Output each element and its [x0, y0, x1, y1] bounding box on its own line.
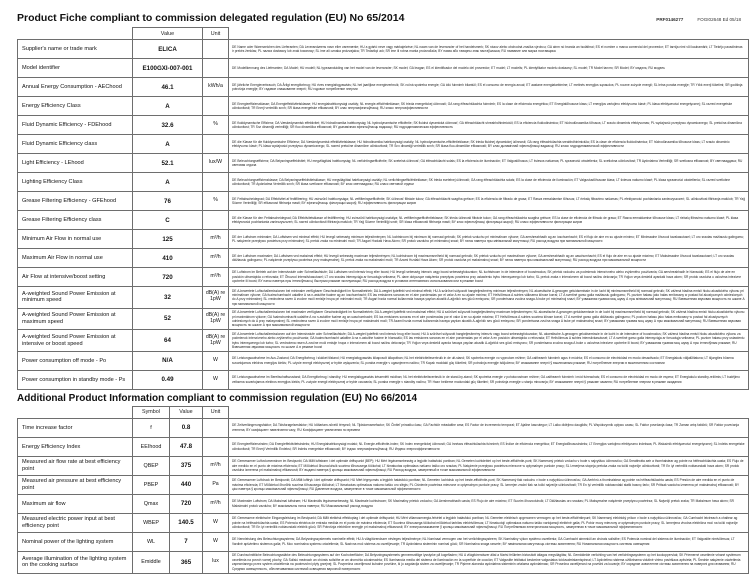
spec-label: Model identifier — [18, 59, 133, 78]
spec-unit: lux — [203, 551, 229, 573]
header-spacer — [229, 28, 749, 40]
spec-desc: DE Fettabscheidegrad; DA Effektivitet af fedtfiltrering; HU zsírszűrő hatékonysága; NL vetfilteringsefficiëntie; SK účinnosť filtrácie tukov; GA éifeachtúlacht scagtha gréisce; ES la eficiencia de filtrado de grasa; ET Rasva eemaldamise tõhusus; LT riebalų filtravimo našumas; PL efektywność pochłaniania zanieczyszczeń; SL učinkovitost filtriranja maščob; TR Yağ Süzme Verimliliği; SR efikasnost filtriranja masti; BY эфектыўнасць фільтрацыі жыроў; RU эффективность фильтрации жиров — [229, 192, 749, 211]
spec-value: 64 — [133, 330, 203, 352]
header-spacer — [18, 28, 133, 40]
spec-label: Measured air flow rate at best efficiency point — [18, 456, 133, 475]
spec-unit — [203, 59, 229, 78]
table-row — [18, 330, 749, 352]
spec-symbol: WL — [133, 532, 170, 551]
spec-unit: lux/W — [203, 154, 229, 173]
spec-value: 720 — [170, 494, 203, 513]
spec-unit: dB(A) re 1pW — [203, 330, 229, 352]
section2-title: Additional Product Information compliant to commission regulation (EU) No 66/2014 — [17, 392, 418, 404]
spec-desc: DE Luftstrom im Betrieb auf der Intensivstufe oder Schnelllaufstufe; DA Luftstrøm ved intensiv brug eller boost; HU levegő sebesség intenzív vagy boost sebességfokozaton; NL luchtstroom in de intensieve of boostmodus; SK prietok vzduchu za podmienok intenzívneho alebo zvýšeného používania; GA aershreabhadh le hIanscálú; ES el flujo de aire en posición ultrarrápida o reforzada; ET Õhuvool intensiivkasutusel; LT oro srautas intensyviąja ar forsuotąja veiksena; PL dane dotyczące natężenia przepływu powietrza przy ustawieniu trybu intensywnego lub turbo; SL pretok zraka v intenzivnem ali boost načinu delovanja; TR Yoğun veya destekli ayardaki hava akımı; SR protok vazduha u uslovima intezivne upotrebe ili boost; BY паток паветра пры інтэнсіўным ці быстрым рэжыме эксплуатацыі; RU расход воздуха в условиях интенсивного использования или в режиме boost — [229, 268, 749, 287]
spec-value: E100GXI-007-001 — [133, 59, 203, 78]
spec-desc: DE die Klasse für den Fettabscheidegrad; DA Effektivitetsklasse af fedtfiltrering; HU zsírszűrő hatékonysági osztálya; NL vetfilteringsefficiëntieklasse; SK trieda účinnosti filtrácie tukov; GA rang éifeachtúlachta scagtha gréisce; ES la clase de eficiencia de filtrado de grasa; ET Rasva eemaldamise tõhususe klass; LT riebalų filtravimo našumo klasė; PL klasa efektywności pochłaniania zanieczyszczeń; SL razred učinkovitosti filtriranja maščob; TR Yağ Süzme Verimliliği sınıfı; SR klasa efikasnosti filtriranja masti; BY клас эфектыўнасці фільтрацыі жыроў; RU класс эффективности фильтрации жиров — [229, 211, 749, 230]
spec-desc: DE Beleuchtungseffizienz; DA Belysningseffektivitet; HU megvilágítási hatékonyság; NL verlichtingsefficiëntie; SK svetelná účinnosť; GA éifeachtúlacht solais; ES la eficiencia de iluminación; ET Valgustõhusus; LT šviesos našumas; PL sprawność oświetlenia; SL svetlobna učinkovitost; TR Aydınlatma Verimliliği; SR svetlosna efikasnost; BY светлааддача; RU световая отдача — [229, 154, 749, 173]
additional-info-table — [17, 406, 749, 574]
page-title: Product Fiche compliant to commission delegated regulation (EU) No 65/2014 — [17, 12, 405, 24]
doc-ref-code: FOGI02648 Ed 05/18 — [697, 17, 741, 22]
spec-value: N/A — [133, 351, 203, 370]
spec-unit — [203, 211, 229, 230]
spec-value: 32.6 — [133, 116, 203, 135]
spec-value: 76 — [133, 192, 203, 211]
spec-desc: DE Energieeffizienzindex; DA Energieffektivitetsindeks; HU Energiahatékonysági mutató; NL Energie-efficiëntie-index; SK Index energetickej účinnosti; GA Innéacs éifeachtúlachta fuinnimh; ES Índice de eficiencia energética; ET Energiatõhususindeks; LT Energijos vartojimo efektyvumo indeksas; PL Wskaźnik efektywności energetycznej; SL Indeks energetske učinkovitosti; TR Enerji Verimlilik Endeksi; SR Indeks energetske efikasnosti; BY індэкс энергаэфектыўнасці; RU Индекс энергоэффективности — [229, 437, 749, 456]
table-row — [18, 437, 749, 456]
spec-desc: DE der Luftstrom maximaler; DA Luftstrøm ved maksimal effekt; HU levegő sebesség maximum teljesítményen; NL luchtstroom bij maximumsnelheid bij normaal gebruik; SK prietok vzduchu pri maximálnom výkone; GA aershreabhadh ag an uaschumhacht; ES el flujo de aire en su ajuste máximo; ET Maksimaalne õhuvool tavakasutusel; LT oro srautas didžiausiu galingumu; PL natężenie przepływu powietrza przy maksymalnej; SL pretok zraka na maksimalni moči; TR Azami Hızdaki Hava Akımı; SR protok vazduha pri maksimalnoj snazi; BY паток паветра пры максімальнай магутнасці; RU расход воздуха при максимальной мощности — [229, 249, 749, 268]
spec-value: 410 — [133, 249, 203, 268]
table-row — [18, 230, 749, 249]
spec-unit — [203, 97, 229, 116]
column-header-unit: Unit — [203, 406, 229, 418]
spec-value: 720 — [133, 268, 203, 287]
spec-value: ELICA — [133, 40, 203, 59]
spec-desc: DE Beleuchtungseffizienzklasse; DA Belysningseffektivitetsklasse; HU megvilágítási hatékonysági osztály; NL verlichtingsefficiëntieklasse; SK trieda svetelnej účinnosti; GA rang éifeachtúlachta solais; ES la clase de eficiencia de iluminación; ET Valgustustõhususe klass; LT šviesos našumo klasė; PL klasa sprawności oświetlenia; SL razred svetlobne učinkovitosti; TR Aydınlatma Verimlilik sınıfı; SR klasa svetlosne efikasnosti; BY клас светлаадачы; RU класс световой отдачи — [229, 173, 749, 192]
spec-desc: DE Gemessene elektrische Eingangsleistung im Bestpunkt; DA Målt elektrisk effektoptag i det optimale driftspunkt; HU Mért villamosenergia-felvétel a legjobb hatásfokú pontban; NL Gemeten elektrisch opgenomen vermogen op het beste-efficiëntiepunt; SK Nameraný elektrický príkon v bode s najvyššou účinnosťou; GA Cumhacht leictreach a chaitear ag pointe na héifeachtúlachta uasta; ES Potencia eléctrica de entrada medida en el punto de máxima eficiencia; ET Suurima tõhususega töökohal mõõdetud tarbitav elektrivõimsus; LT Išmatuotoji optimalaus našumo taško vartojamoji elektrinė galia; PL Pobór mocy mierzony w optymalnym punkcie pracy; SL Izmerjena vhodna električna moč na točki največje učinkovitosti; TR En iyi verimlilik noktasındaki elektrik gücü; SR Potrošnja električne energije pri maksimalnoj efikasnosti; BY электраспажыванне ў кропцы максімальнай эфектыўнасці; RU Потребляемая электрическая мощность, замеренная в точке максимальной эффективности — [229, 513, 749, 532]
spec-desc: DE Maximaler Luftstrom; DA Maksimal luftstrøm; HU Maximális légáramsebesség; NL Maximale luchtstroom; SK Maximálny prietok vzduchu; GA Aershreabhadh uasta; ES Flujo de aire máximo; ET Suurim õhuvooluhulk; LT Didžiausias oro srautas; PL Maksymalne natężenie przepływu powietrza; SL Največji pretok zraka; TR Maksimum hava akımı; SR Maksimalni protok vazduha; BY максімальны паток паветра; RU Максимальный расход воздуха — [229, 494, 749, 513]
spec-symbol: f — [133, 418, 170, 437]
spec-value: 140.5 — [170, 513, 203, 532]
spec-unit: W — [203, 532, 229, 551]
spec-desc: DE Gemessener Luftdruck im Bestpunkt; DA Målt lufttryk i det optimale driftspunkt; HU Mért légnyomás a legjobb hatásfokú pontban; NL Gemeten luchtdruk op het beste-efficiëntie-punt; SK Nameraný tlak vzduchu v bode s najvyššou účinnosťou; GA Aerbhrú a thomhaistear ag pointe na héifeachtúlachta uasta; ES Presión de aire medida en el punto de máxima eficiencia; ET Mõõdetud õhurõhk suurima tõhususega töökohal; LT Išmatuotas optimalaus našumo taško oro slėgis; PL Ciśnienie powietrza mierzone w optymalnym punkcie pracy; SL Izmerjen zračni tlak na točki največje učinkovitosti; TR En iyi verimlilik noktasındaki statik basınç farkı; SR Pritisak vazduha izmerena pri maksimalnoj efikasnosti; BY ціск паветра ў кропцы максімальнай эфектыўнасці; RU Давление воздуха, замеренное в точке максимальной эффективности — [229, 475, 749, 494]
spec-desc: DE Nennleistung des Beleuchtungssystems; DA Belysningssystemets nominelle effekt; HU A világítórendszer névleges teljesítménye; NL Nominaal vermogen van het verlichtingssysteem; SK Nominálny výkon systému osvetlenia; GA Cumhacht ainmniúil an chórais soilsithe; ES Potencia nominal del sistema de iluminación; ET Valgustite nimivõimsus; LT Vardinė apšvietimo sistemos galia; PL Moc nominalna systemu oświetlenia; SL Nazivna moč sistema za osvetljevanje; TR Aydınlatma sisteminin nominal gücü; SR Nominalna snaga rasvete; BY намінальная магутнасць сістэмы асвятлення; RU Номинальная мощность системы освещения — [229, 532, 749, 551]
spec-label: Measured air pressure at best efficiency point — [18, 475, 133, 494]
spec-symbol: PBEP — [133, 475, 170, 494]
table-row — [18, 456, 749, 475]
spec-value: 32 — [133, 287, 203, 309]
table-row — [18, 287, 749, 309]
spec-symbol: Emiddle — [133, 551, 170, 573]
table-row — [18, 268, 749, 287]
spec-unit: W — [203, 351, 229, 370]
table-row — [18, 173, 749, 192]
spec-value: A — [133, 135, 203, 154]
document-header — [17, 12, 745, 24]
table-row — [18, 494, 749, 513]
spec-unit: m³/h — [203, 268, 229, 287]
spec-desc: DE A-bewertete Luftschallemissionen bei maximaler verfügbarer Geschwindigkeit im Normalbetrieb; DA A-vægtet lydeffekt ved maksimal effekt; HU A szűrővel súlyozott hangteljesítmény maximum teljesítményen; NL akoestische A-gewogen geluidsemissie in de lucht bij maximumsnelheid bij normaal gebruik; SK vážená hladina emisií hluku akustického výkonu pri maximálnom výkone; GA fuaimchumhacht ualaithe A na n-astuithe fuaime ag an uaschumhacht; ES las emisiones sonoras en el aire ponderadas por el valor A en su ajuste máximo; ET Helivõimsus A suhtes suurima kiiruse korral; LT A svertinė garso galia didžiausiu galingumu; PL poziom hałasu jako hałas emitowany w postaci fal akustycznych odniesionych do A przy maksymalnej; SL vrednotena raven A zvočne moči emisije hrupa pri maksimalni moči; TR Azami hızda normal kullanımda havaya yayılan akustik A-ağırlıklı ses gücü emisyonu; SR ponderisana zvučna snaga A buke pri maksimalnoj snazi; BY узважаная гукавая моц шуму А пры максімальнай магутнасці; RU Взвешенная звуковая мощность по шкале А при максимальной мощности — [229, 308, 749, 330]
spec-unit: kWh/a — [203, 78, 229, 97]
spec-label: Maximum air flow — [18, 494, 133, 513]
table-header-row — [18, 28, 749, 40]
spec-unit: dB(A) re 1pW — [203, 308, 229, 330]
spec-desc: DE Name oder Warenzeichen des Lieferanten; DA Leverandørens navn eller varemærke; HU a gyártó neve vagy márkajelzése; NL naam van de leverancier of het handelsmerk; SK názov alebo obchodná značka výrobcu; GA ainm nó branda an tsoláthraí; ES el nombre o marca comercial del proveedor; ET tarnija nimi või kaubamärk; LT Tiekėjo pavadinimas ir prekės ženklas; PL nazwa dostawcy lub znak towarowy; SL ime ali oznaka proizvajalca; TR Tedarikçi adı; SR ime ili robna marka proizvođača; BY назва або таварны знак пастаўшчыка; RU название или марка поставщика — [229, 40, 749, 59]
spec-value: 7 — [170, 532, 203, 551]
spec-label: Grease Filtering Efficiency - GFEhood — [18, 192, 133, 211]
column-header-value: Value — [133, 28, 203, 40]
spec-value: 0.49 — [133, 370, 203, 389]
spec-desc: DE jährliche Energieverbrauch; DA Årligt energiforbrug; HU éves energiafogyasztás; NL het jaarlijkse energieverbruik; SK ročná spotreba energie; GA ídiú fuinnimh bliantúil; ES el consumo de energía anual; ET aastane energiatarbimine; LT metinės energijos sąnaudos; PL roczne zużycie energii; SL letna poraba energije; TR Yıllık enerji tüketimi; SR godišnja potrošnja energije; BY гадавое спажыванне энергіі; RU годовое потребление энергии — [229, 78, 749, 97]
spec-label: Average illumination of the lighting system on the cooking surface — [18, 551, 133, 573]
spec-unit: % — [203, 116, 229, 135]
spec-value: 46.1 — [133, 78, 203, 97]
table-row — [18, 211, 749, 230]
table-row — [18, 154, 749, 173]
spec-desc: DE fluiddynamische Effizienz; DA Væskedynamisk effektivitet; HU hidrodinamika hatékonyság; NL hydrodynamische efficiëntie; SK fluidná dynamická účinnosť; GA éifeachtúlacht shreabhdhinimiciúil; ES la eficiencia fluidodinámica; ET hüdrodünaamika tõhusus; LT srauto dinaminis efektyvumas; PL wydajność przepływu dynamicznego; SL pretočna dinamična učinkovitost; TR Sıvı dinamiği verimliliği; SR fluo dinamička efikasnost; BY дынамічная эфектыўнасць вадкасці; RU гидродинамическая эффективность — [229, 116, 749, 135]
spec-label: A-weighted Sound Power Emission at minimum speed — [18, 287, 133, 309]
table-row — [18, 78, 749, 97]
spec-value: 52.1 — [133, 154, 203, 173]
spec-label: Light Efficiency - LEhood — [18, 154, 133, 173]
spec-label: A-weighted Sound Power Emission at maximum speed — [18, 308, 133, 330]
table-row — [18, 370, 749, 389]
spec-value: C — [133, 211, 203, 230]
spec-desc: DE A-bewertete Luftschallemissionen bei minimaler verfügbarer Geschwindigkeit im Normalbetrieb; DA A-vægtet lydeffekt ved minimal effekt; HU A szűrővel súlyozott hangteljesítmény minimum teljesítményen; NL akoestische A-gewogen geluidsemissie in de lucht bij minimumsnelheid bij normaal gebruik; SK vážená hladina emisií hluku akustického výkonu pri minimálnom výkone; GA fuaimchumhacht ualaithe A na n-astuithe fuaime ag an íoschumhacht; ES las emisiones sonoras en el aire ponderadas por el valor A en su ajuste mínimo; ET Helivõimsus A suhtes väiksema kiiruse korral; LT A svertinė garso galia mažiausiu galingumu; PL poziom hałasu jako hałas emitowany w postaci fal akustycznych odniesionych do A przy minimalnej; SL vrednotena raven A zvočne moči emisije hrupa pri minimalni moči; TR Asgari hızda normal kullanımda havaya yayılan akustik A-ağırlıklı ses gücü emisyonu; SR ponderisana zvučna snaga A buke pri minimalnoj snazi; BY узважаная гукавая моц шуму А пры мінімальнай магутнасці; RU Взвешенная звуковая мощность по шкале А при минимальной мощности — [229, 287, 749, 309]
spec-unit — [203, 173, 229, 192]
spec-desc: DE Leistungsaufnahme im Aus-Zustand; DA Energiforbrug i slukket tilstand; HU energiafogyasztás kikapcsolt állapotban; NL het elektriciteitsverbruik in de uit-stand; SK spotreba energie vo vypnutom režime; GA caitheamh fuinnimh agus é múchta; ES el consumo de electricidad en modo desactivado; ET Energiakulu väljalülitatuna; LT išjungties būsena suvartojamos elektros energijos kiekis; PL użycie energii elektrycznej w trybie wyłączenia; SL poraba energije v ugasnjenem načinu; TR Kapalı moddaki güç tüketimi; SR potrošnja energije isključena; BY спажыванне энергіі ў выключаным рэжыме; RU потребление энергии в выключенном состоянии — [229, 351, 749, 370]
spec-symbol: QBEP — [133, 456, 170, 475]
table-row — [18, 532, 749, 551]
spec-desc: DE Zeitverlängerungsfaktor; DA Tidsforøgelsesfaktor; HU Időtartam-növelő tényező; NL Tijdstoenamefactor; SK Činiteľ prírastku času; GA Fachtóir méadaithe ama; ES Factor de incremento temporal; ET Ajaline kasvutegur; LT Laiko didėjimo daugiklis; PL Współczynnik upływu czasu; SL Faktor povečanja časa; TR Zaman artış faktörü; SR Faktor povećanja vremena; BY каэфіцыент павелічэння часу; RU Коэффициент увеличения по времени — [229, 418, 749, 437]
table-row — [18, 351, 749, 370]
spec-symbol: EEIhood — [133, 437, 170, 456]
table-row — [18, 418, 749, 437]
spec-label: Energy Efficiency Class — [18, 97, 133, 116]
spec-value: 375 — [170, 456, 203, 475]
product-fiche-table — [17, 27, 749, 390]
spec-symbol: WBEP — [133, 513, 170, 532]
table-row — [18, 192, 749, 211]
column-header-symbol: Symbol — [133, 406, 170, 418]
spec-desc: DE die Klasse für die fluiddynamische Effizienz; DA Væskedynamisk effektivitetsklasse; HU hidrodinamika hatékonysági osztály; NL hydrodynamische-efficiëntieklasse; SK trieda fluidnej dynamickej účinnosti; GA rang éifeachtúlachta sreabhdhinimiciúla; ES la clase de eficiencia fluidodinámica; ET hüdrodünaamika tõhususe klass; LT srauto dinaminio efektyvumo klasė; PL klasa wydajności przepływu dynamicznego; SL razred pretočne dinamične učinkovitosti; TR Sıvı dinamiği verimlilik sınıfı; SR klasa fluo-dinamičke efikasnosti; BY клас дынамічнай эфектыўнасці вадкасці; RU класс гидродинамической эффективности — [229, 135, 749, 154]
table-row — [18, 116, 749, 135]
spec-value: A — [133, 173, 203, 192]
spec-label: Measured electric power input at best efficiency point — [18, 513, 133, 532]
spec-desc: DE Leistungsaufnahme im Bereitschaftszustand; DA Energiforbrug i standby; HU energiafogyasztás készenléti módban; NL het elektriciteitsverbruik in de stand-by-stand; SK spotreba energie v pohotovostnom režime; GA caitheamh fuinnimh i mód fuireachais; ES el consumo de electricidad en modo de espera; ET Energiakulu standby-režiimis; LT budėjimo veiksena suvartojamos elektros energijos kiekis; PL zużycie energii elektrycznej w trybie czuwania; SL poraba energije v standby načinu; TR Hazır bekleme modundaki güç tüketimi; SR potrošnja energije u stanju mirovanja; BY спажыванне энергіі ў рэжыме чакання; RU потребление энергии в режиме ожидания — [229, 370, 749, 389]
spec-label: Power consumption in standby mode - Ps — [18, 370, 133, 389]
spec-label: Supplier's name or trade mark — [18, 40, 133, 59]
spec-label: Fluid Dynamic Efficiency - FDEhood — [18, 116, 133, 135]
table-row — [18, 59, 749, 78]
spec-symbol: Qmax — [133, 494, 170, 513]
table-row — [18, 40, 749, 59]
spec-unit: W — [203, 370, 229, 389]
table-row — [18, 97, 749, 116]
spec-desc: DE Durchschnittliche Beleuchtungsstärke des Beleuchtungssystems auf der Kochoberfläche; DA Belysningssystemets gennemsnitlige lysstyrke på kogefladen; HU A világítórendszer által a főzési felületen biztosított átlagos megvilágítás; NL Gemiddelde verlichting van het verlichtingssysteem op het kookoppervlak; SK Priemerné osvetlenie vrhané systémom osvetlenia na povrch varnej plochy; GA Soilsiú meánach an chórais soilsithe ar an dromchla cócaireachta; ES Iluminancia media del sistema de iluminación en la superficie de cocción; ET Valgustite tekitatud keskmine valgustatus toiduvalmistamispinnal; LT Apšvietimo sistema užtikrinama vidutinė virimo paviršiaus apšvieta; PL Średnie natężenie oświetlenia zapewnianego przez system oświetlenia na powierzchni płyty grzejnej; SL Povprečna osvetljenost kuhalne površine, ki jo zagotavlja sistem za osvetljevanje; TR Pişirme alanında aydınlatma sisteminin ortalama aydınlatması; SR Prosečna osvetljenost na površini za kuvanje; BY сярэдняе асвятленне сістэмы асвятлення на паверхні для гатавання; RU Средняя освещенность, обеспечиваемая системой освещения варочной поверхности — [229, 551, 749, 573]
spec-value: 0.8 — [170, 418, 203, 437]
spec-desc: DE Energieeffizienzklasse; DA Energieffektivitetsklasse; HU energiahatékonysági osztály; NL energie-efficiëntieklasse; SK trieda energetickej účinnosti; GA rang éifeachtúlachta fuinnimh; ES la clase de eficiencia energética; ET Energiatõhususe klass; LT energijos vartojimo efektyvumo klasė; PL klasa efektywności energetycznej; SL razred energetske učinkovitosti; TR Enerji verimlilik sınıfı; SR klasa energetske efikasnosti; BY клас энергаэфектыўнасці; RU класс энергоэффективности — [229, 97, 749, 116]
spec-label: Annual Energy Consumption - AEChood — [18, 78, 133, 97]
document-references — [656, 17, 745, 22]
spec-unit — [203, 437, 229, 456]
spec-label: Nominal power of the lighting system — [18, 532, 133, 551]
column-header-unit: Unit — [203, 28, 229, 40]
spec-label: Fluid Dynamic Efficiency class — [18, 135, 133, 154]
spec-unit — [203, 40, 229, 59]
spec-label: Grease Filtering Efficiency class — [18, 211, 133, 230]
table-row — [18, 308, 749, 330]
spec-unit: m³/h — [203, 230, 229, 249]
spec-desc: DE A-bewertete Luftschallemissionen auf der Intensivstufe oder Schnelllaufstufe; DA A-vægtet lydeffekt ved intensiv brug eller boost; HU A szűrővel súlyozott hangteljesítmény intenzív vagy boost sebességfokozaton; NL akoestische A-gewogen geluidsemissie in de lucht in de intensieve of boostmodus; SK vážená hladina emisií hluku akustického výkonu za podmienok intenzívneho alebo zvýšeného používania; GA fuaimchumhacht ualaithe A na n-astuithe fuaime le hIanscálú; ES las emisiones sonoras en el aire ponderadas por el valor A en posición ultrarrápida o reforzada; ET Helivõimsus A suhtes intensiivkasutusel; LT A svertinė garso galia intensyviąja ar forsuotąja veiksena; PL poziom hałasu przy ustawieniu trybu intensywnego lub turbo; SL vrednotena raven A zvočne moči emisije hrupa v intenzivnem ali boost načinu delovanja; TR Yoğun veya destekli ayarda havaya yayılan akustik A-ağırlıklı ses gücü emisyonu; SR ponderisana zvučna snaga A buke u uslovima intezivne upotrebe ili boost; BY узважаная гукавая моц шуму А пры інтэнсіўным рэжыме; RU Взвешенная звуковая мощность по шкале А в режиме boost — [229, 330, 749, 352]
spec-unit — [203, 418, 229, 437]
spec-label: Energy Efficiency Index — [18, 437, 133, 456]
spec-label: Air Flow at intensive/boost setting — [18, 268, 133, 287]
spec-desc: DE Gemessener Luftvolumenstrom im Bestpunkt; DA Målt luftstrøm i det optimale driftspunkt (BEP); HU Mért légáramsebesség a legjobb hatásfokú pontban; NL Gemeten luchtdebiet op het beste-efficiëntie-punt; SK Nameraný prietok vzduchu v bode s najvyššou účinnosťou; GA Sreabhráta aeir a thomhaistear ag pointe na héifeachtúlachta uasta; ES Flujo de aire medido en el punto de máxima eficiencia; ET Mõõdetud õhuvooluhulk suurima tõhususega töökohal; LT Išmatuotas optimalaus našumo taško oro srautas; PL Natężenie przepływu powietrza mierzone w optymalnym punkcie pracy; SL Izmerjena stopnja pretoka zraka na točki največje učinkovitosti; TR En iyi verimlilik noktasındaki hava akımı; SR protok vazduha izmerena pri maksimalnoj efikasnosti; BY выдаткі паветра ў кропцы максімальнай эфектыўнасці; RU Расход воздуха, замеренный в точке максимальной эффективности — [229, 456, 749, 475]
header-spacer — [229, 406, 749, 418]
spec-unit: W — [203, 513, 229, 532]
table-row — [18, 551, 749, 573]
table-row — [18, 249, 749, 268]
spec-unit: m³/h — [203, 249, 229, 268]
spec-unit: dB(A) re 1pW — [203, 287, 229, 309]
spec-desc: DE Modellkennung des Lieferanten; DA Model; HU modell; NL typeaanduiding van het model van de leverancier; SK model; GA leagan; ES el identificador del modelo del proveedor; ET mudel; LT modelis; PL identyfikator modelu dostawcy; SL model; TR Model tanımı; SR Model; BY мадэль; RU модель — [229, 59, 749, 78]
spec-value: 440 — [170, 475, 203, 494]
column-header-value: Value — [170, 406, 203, 418]
spec-unit: Pa — [203, 475, 229, 494]
spec-label: Lighting Efficiency Class — [18, 173, 133, 192]
spec-unit: m³/h — [203, 494, 229, 513]
spec-unit: % — [203, 192, 229, 211]
spec-value: 52 — [133, 308, 203, 330]
spec-label: Maximum Air Flow in normal use — [18, 249, 133, 268]
doc-ref-number: PRF0146277 — [656, 17, 684, 22]
spec-unit: m³/h — [203, 456, 229, 475]
spec-value: 365 — [170, 551, 203, 573]
spec-unit — [203, 135, 229, 154]
table-header-row — [18, 406, 749, 418]
spec-label: Minimum Air Flow in normal use — [18, 230, 133, 249]
spec-value: 47.8 — [170, 437, 203, 456]
table-row — [18, 135, 749, 154]
spec-desc: DE der Luftstrom minimaler; DA Luftstrøm ved minimal effekt; HU levegő sebesség minimum teljesítményen; NL luchtstroom bij minimum bij normaal gebruik; SK prietok vzduchu pri minimálnom výkone; GA aershreabhadh ag an íoschumhacht; ES el flujo de aire en su ajuste mínimo; ET Minimaalne õhuvool tavakasutusel; LT oro srautas mažiausiu galingumu; PL natężenie przepływu powietrza przy minimalnej; SL pretok zraka na minimalni moči; TR Asgari Hızdaki Hava Akımı; SR protok vazduha pri minimalnoj snazi; BY паток паветра пры мінімальнай магутнасці; RU расход воздуха при минимальной мощности — [229, 230, 749, 249]
table-row — [18, 475, 749, 494]
spec-label: A-weighted Sound Power Emission at intensive or boost speed — [18, 330, 133, 352]
spec-label: Time increase factor — [18, 418, 133, 437]
spec-value: 125 — [133, 230, 203, 249]
header-spacer — [18, 406, 133, 418]
spec-label: Power consumption off mode - Po — [18, 351, 133, 370]
spec-value: A — [133, 97, 203, 116]
